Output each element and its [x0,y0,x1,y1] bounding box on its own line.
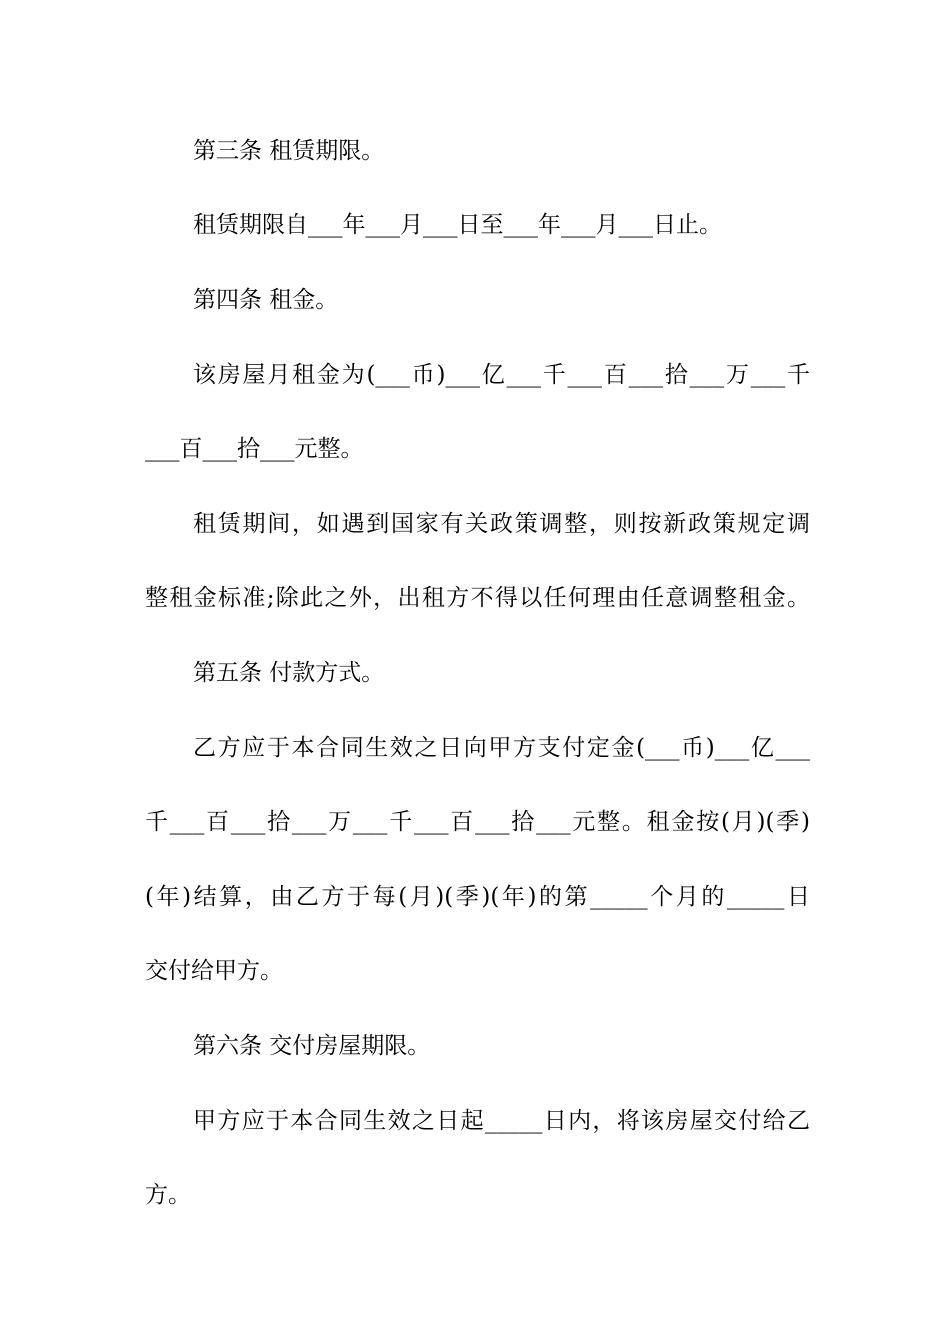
rent-adjustment-text-cont: 整租金标准;除此之外，出租方不得以任何理由任意调整租金。 [145,585,810,611]
article-3-heading: 第三条 租赁期限。 [193,138,385,164]
deposit-text-cont-1: 千___百___拾___万___千___百___拾___元整。租金按(月)(季) [145,809,810,835]
article-4-heading: 第四条 租金。 [193,287,339,313]
rent-amount-text: 该房屋月租金为(___币)___亿___千___百___拾___万___千 [193,362,810,388]
rent-adjustment-text: 租赁期间，如遇到国家有关政策调整，则按新政策规定调 [193,511,810,537]
article-5-heading: 第五条 付款方式。 [193,660,385,686]
deposit-text-cont-3: 交付给甲方。 [145,958,283,984]
delivery-text-cont: 方。 [145,1182,191,1208]
deposit-text: 乙方应于本合同生效之日向甲方支付定金(___币)___亿___ [193,735,810,761]
rent-amount-text-cont: ___百___拾___元整。 [145,436,364,462]
delivery-text: 甲方应于本合同生效之日起_____日内，将该房屋交付给乙 [193,1108,810,1134]
article-6-heading: 第六条 交付房屋期限。 [193,1033,431,1059]
deposit-text-cont-2: (年)结算，由乙方于每(月)(季)(年)的第_____个月的_____日 [145,884,810,910]
lease-term-text: 租赁期限自___年___月___日至___年___月___日止。 [193,212,722,238]
